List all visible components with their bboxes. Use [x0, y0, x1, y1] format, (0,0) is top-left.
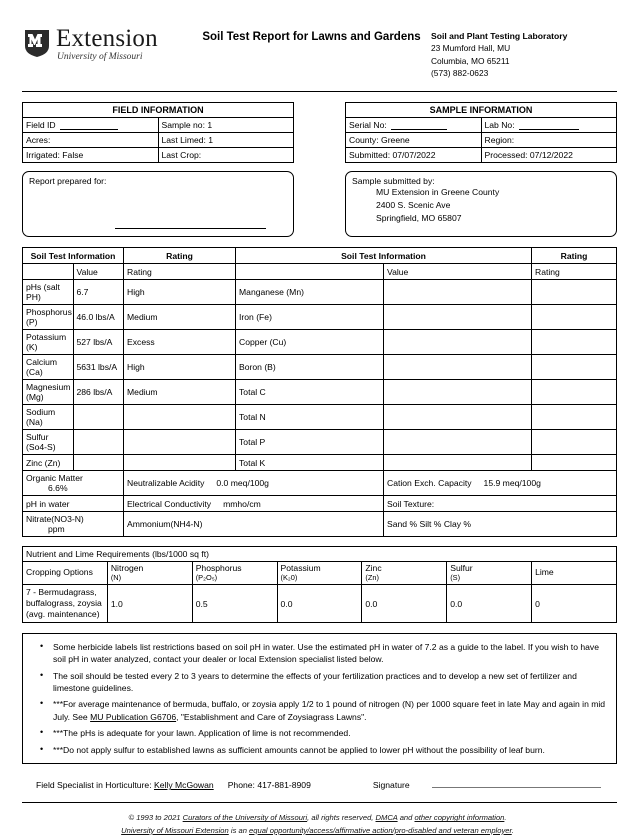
last-limed-cell: Last Limed: 1 — [158, 133, 294, 148]
copyright-line-1 — [24, 812, 611, 825]
table-row — [23, 455, 617, 471]
analyte-rating — [532, 305, 617, 330]
address-boxes — [22, 171, 617, 237]
dmca-link[interactable]: DMCA — [375, 813, 398, 823]
mu-extension-link[interactable]: University of Missouri Extension — [121, 825, 229, 835]
note-text: ***The pHs is adequate for your lawn. Application of lime is not recommended. — [53, 728, 351, 739]
table-subheader-row — [23, 264, 617, 280]
processed-cell: Processed: 07/12/2022 — [481, 148, 617, 163]
lime-value: 0 — [532, 585, 617, 622]
curators-link[interactable]: Curators of the University of Missouri — [182, 813, 308, 823]
analyte-rating — [124, 455, 236, 471]
analyte-value — [384, 380, 532, 405]
analyte-name: Magnesium (Mg) — [23, 380, 74, 405]
list-item — [53, 727, 608, 739]
other-copyright-link[interactable]: other copyright information — [414, 813, 505, 823]
rating-header-right: Rating — [532, 248, 617, 264]
sand-silt-clay-cell: Sand % Silt % Clay % — [384, 512, 617, 537]
analyte-name: Total N — [236, 405, 384, 430]
copyright-period-2: . — [511, 825, 514, 835]
analyte-rating — [532, 405, 617, 430]
analyte-name: Manganese (Mn) — [236, 280, 384, 305]
last-crop-cell: Last Crop: — [158, 148, 294, 163]
ph-in-water-cell: pH in water — [23, 496, 124, 512]
analyte-name: Calcium (Ca) — [23, 355, 74, 380]
analyte-name: Total K — [236, 455, 384, 471]
submitted-cell: Submitted: 07/07/2022 — [346, 148, 482, 163]
table-row — [23, 330, 617, 355]
neutralizable-acidity-cell: Neutralizable Acidity 0.0 meq/100g — [124, 471, 384, 496]
lab-address-2: Columbia, MO 65211 — [431, 55, 510, 66]
analyte-value — [73, 430, 124, 455]
lab-contact-block — [431, 26, 617, 79]
list-item — [53, 744, 608, 756]
notes-list — [27, 641, 608, 757]
analyte-value: 46.0 lbs/A — [73, 305, 124, 330]
irrigated-cell: Irrigated: False — [23, 148, 159, 163]
electrical-conductivity-cell: Electrical Conductivity mmho/cm — [124, 496, 384, 512]
table-header-row — [23, 562, 617, 585]
region-cell: Region: — [481, 133, 617, 148]
table-row — [23, 405, 617, 430]
submitter-line-3: Springfield, MO 65807 — [376, 212, 462, 223]
field-id-cell: Field ID — [23, 118, 159, 133]
phosphorus-header: Phosphorus (P₂O₅) — [192, 562, 277, 585]
sample-information-table — [345, 102, 617, 163]
analyte-name: Total C — [236, 380, 384, 405]
potassium-header: Potassium (K₂0) — [277, 562, 362, 585]
analyte-rating: Medium — [124, 305, 236, 330]
analyte-name: Total P — [236, 430, 384, 455]
list-item — [53, 670, 608, 695]
soil-test-results-section — [22, 247, 617, 537]
list-item — [53, 698, 608, 723]
table-row — [23, 496, 617, 512]
lab-no-cell: Lab No: — [481, 118, 617, 133]
nutrient-table-title: Nutrient and Lime Requirements (lbs/1000 sq ft) — [23, 547, 617, 562]
footer-divider — [22, 802, 617, 803]
specialist-phone-label: Phone: — [227, 780, 255, 791]
sulfur-header: Sulfur (S) — [447, 562, 532, 585]
table-row — [23, 280, 617, 305]
soil-test-info-header-left: Soil Test Information — [23, 248, 124, 264]
table-row — [346, 148, 617, 163]
analyte-rating: High — [124, 280, 236, 305]
analyte-name: Copper (Cu) — [236, 330, 384, 355]
analyte-name: Sulfur (So4-S) — [23, 430, 74, 455]
note-text-tail: , "Establishment and Care of Zoysiagrass Lawns". — [176, 711, 367, 722]
analyte-value — [73, 455, 124, 471]
copyright-prefix: © 1993 to 2021 — [128, 813, 183, 823]
lime-header: Lime — [532, 562, 617, 585]
nitrate-cell: Nitrate(NO3-N)ppm — [23, 512, 124, 537]
blank-cell — [236, 264, 384, 280]
signature-label: Signature — [372, 780, 410, 791]
analyte-name: pHs (salt PH) — [23, 280, 74, 305]
table-row — [23, 585, 617, 622]
recommendation-notes-box — [22, 633, 617, 765]
analyte-value — [73, 405, 124, 430]
table-header-row — [23, 547, 617, 562]
analyte-rating: Excess — [124, 330, 236, 355]
analyte-value — [384, 405, 532, 430]
field-specialist-name[interactable]: Kelly McGowan — [153, 780, 214, 791]
table-row — [23, 512, 617, 537]
analyte-value — [384, 305, 532, 330]
specialist-phone: 417-881-8909 — [257, 780, 311, 791]
nutrient-lime-section — [22, 546, 617, 623]
report-header — [0, 0, 635, 79]
soil-test-table — [22, 247, 617, 537]
analyte-value: 5631 lbs/A — [73, 355, 124, 380]
zinc-value: 0.0 — [362, 585, 447, 622]
table-row — [23, 355, 617, 380]
analyte-name: Iron (Fe) — [236, 305, 384, 330]
lab-name: Soil and Plant Testing Laboratory — [431, 31, 568, 41]
analyte-name: Phosphorus (P) — [23, 305, 74, 330]
brand-subtitle: University of Missouri — [57, 52, 143, 62]
sample-submitted-by-box — [345, 171, 617, 237]
analyte-value: 527 lbs/A — [73, 330, 124, 355]
analyte-rating: High — [124, 355, 236, 380]
submitter-line-1: MU Extension in Greene County — [376, 187, 500, 198]
table-row — [346, 133, 617, 148]
mu-shield-icon — [24, 29, 50, 58]
copyright-period: . — [504, 813, 507, 823]
sulfur-value: 0.0 — [447, 585, 532, 622]
table-header-row — [23, 248, 617, 264]
value-subheader-right: Value — [384, 264, 532, 280]
analyte-rating — [532, 380, 617, 405]
analyte-rating: Medium — [124, 380, 236, 405]
signature-line[interactable] — [432, 778, 601, 788]
soil-test-info-header-right: Soil Test Information — [236, 248, 532, 264]
page-title: Soil Test Report for Lawns and Gardens — [202, 31, 421, 43]
rating-header-left: Rating — [124, 248, 236, 264]
cropping-options-header: Cropping Options — [23, 562, 108, 585]
analyte-name: Boron (B) — [236, 355, 384, 380]
analyte-value — [384, 355, 532, 380]
rating-subheader-right: Rating — [532, 264, 617, 280]
report-prepared-for-box — [22, 171, 294, 237]
analyte-value: 6.7 — [73, 280, 124, 305]
equal-opportunity-link[interactable]: equal opportunity/access/affirmative action/pro-disabled and veteran employer — [249, 825, 512, 835]
list-item — [53, 641, 608, 666]
note-text: Some herbicide labels list restrictions based on soil pH in water. Use the estimated pH in water of 7.2 as a guide to the label. If you wish to have soil pH in water analyzed, contact your dealer or local Extension specialist listed below. — [53, 641, 599, 665]
table-row — [346, 118, 617, 133]
table-row — [23, 133, 294, 148]
organic-matter-cell: Organic Matter6.6% — [23, 471, 124, 496]
analyte-rating — [124, 430, 236, 455]
table-row — [23, 305, 617, 330]
note-text: The soil should be tested every 2 to 3 years to determine the effects of your fertilization practices and to develop a new set of fertilizer and limestone guidelines. — [53, 670, 577, 693]
value-subheader-left: Value — [73, 264, 124, 280]
analyte-value: 286 lbs/A — [73, 380, 124, 405]
field-specialist-label: Field Specialist in Horticulture: — [36, 780, 152, 791]
analyte-rating — [124, 405, 236, 430]
analyte-rating — [532, 280, 617, 305]
cation-exchange-capacity-cell: Cation Exch. Capacity 15.9 meq/100g — [384, 471, 617, 496]
sample-no-cell: Sample no: 1 — [158, 118, 294, 133]
table-row — [23, 148, 294, 163]
copyright-mid-3: is an — [228, 825, 250, 835]
analyte-value — [384, 430, 532, 455]
sample-submitted-by-label: Sample submitted by: — [352, 176, 435, 187]
field-specialist-row — [36, 778, 617, 790]
field-information-title: FIELD INFORMATION — [23, 103, 294, 118]
analyte-name: Potassium (K) — [23, 330, 74, 355]
note-text: ***Do not apply sulfur to established lawns as sufficient amounts cannot be applied to lower pH without the possibility of leaf burn. — [53, 744, 545, 755]
mu-publication-link[interactable]: MU Publication G6706 — [90, 711, 177, 722]
nitrogen-value: 1.0 — [107, 585, 192, 622]
blank-cell — [23, 264, 74, 280]
phosphorus-value: 0.5 — [192, 585, 277, 622]
ammonium-cell: Ammonium(NH4-N) — [124, 512, 384, 537]
analyte-name: Sodium (Na) — [23, 405, 74, 430]
brand-title: Extension — [56, 25, 158, 52]
analyte-rating — [532, 455, 617, 471]
zinc-header: Zinc (Zn) — [362, 562, 447, 585]
lab-address-1: 23 Mumford Hall, MU — [431, 43, 511, 54]
copyright-mid-1: , all rights reserved, — [307, 813, 376, 823]
potassium-value: 0.0 — [277, 585, 362, 622]
analyte-value — [384, 330, 532, 355]
field-information-table — [22, 102, 294, 163]
nitrogen-header: Nitrogen (N) — [107, 562, 192, 585]
table-row — [23, 471, 617, 496]
analyte-rating — [532, 355, 617, 380]
table-row — [23, 380, 617, 405]
sample-information-title: SAMPLE INFORMATION — [346, 103, 617, 118]
report-prepared-for-label: Report prepared for: — [29, 176, 107, 187]
information-tables — [22, 102, 617, 163]
analyte-value — [384, 455, 532, 471]
county-cell: County: Greene — [346, 133, 482, 148]
copyright-mid-2: and — [397, 813, 415, 823]
analyte-name: Zinc (Zn) — [23, 455, 74, 471]
serial-no-cell: Serial No: — [346, 118, 482, 133]
table-row — [23, 118, 294, 133]
mu-extension-logo — [24, 26, 192, 63]
analyte-value — [384, 280, 532, 305]
prepared-for-underline — [115, 228, 266, 229]
submitter-line-2: 2400 S. Scenic Ave — [376, 199, 451, 210]
acres-cell: Acres: — [23, 133, 159, 148]
note-text: ***For average maintenance of bermuda, buffalo, or zoysia apply 1/2 to 1 pound of nitrogen (N) per 1000 square feet in late May and again in mid July. See — [53, 699, 606, 722]
lab-phone: (573) 882-0623 — [431, 67, 489, 78]
cropping-option-cell: 7 - Bermudagrass, buffalograss, zoysia (avg. maintenance) — [23, 585, 108, 622]
header-divider — [22, 91, 617, 92]
copyright-line-2 — [24, 825, 611, 837]
analyte-rating — [532, 330, 617, 355]
table-row — [23, 430, 617, 455]
copyright-footer — [24, 812, 611, 837]
rating-subheader-left: Rating — [124, 264, 236, 280]
analyte-rating — [532, 430, 617, 455]
soil-texture-cell: Soil Texture: — [384, 496, 617, 512]
nutrient-lime-table — [22, 546, 617, 623]
